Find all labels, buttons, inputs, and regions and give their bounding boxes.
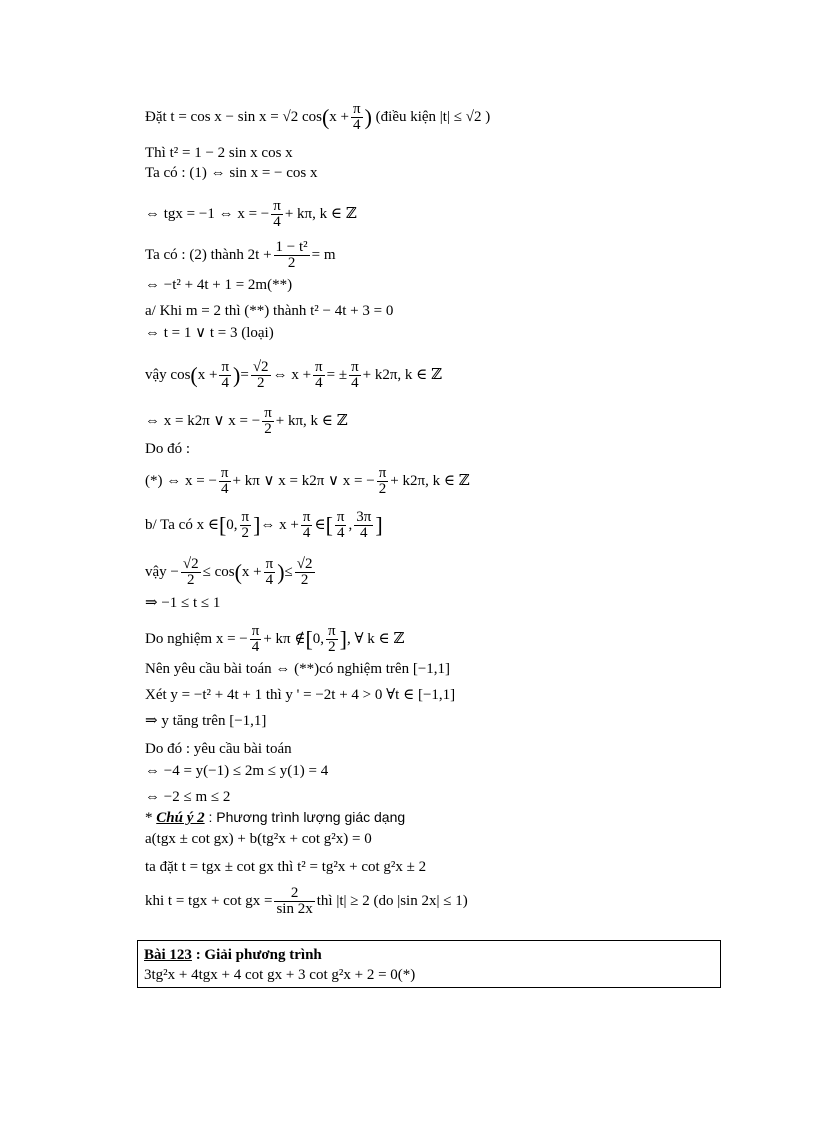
fraction: $\frac{\pi}{4}$: [353, 101, 361, 133]
line-roots: ⇔ t = 1 ∨ t = 3 (loại): [145, 325, 274, 341]
exercise-equation: 3tg²x + 4tgx + 4 cot gx + 3 cot g²x + 2 = 0(*): [144, 967, 416, 983]
exercise-title: Bài 123 : Giải phương trình: [144, 947, 322, 963]
line-quadratic: ⇔ −t² + 4t + 1 = 2m(**): [145, 277, 293, 293]
line-note-eq: a(tgx ± cot gx) + b(tg²x + cot g²x) = 0: [145, 831, 372, 847]
line-m-range: ⇔ −4 = y(−1) ≤ 2m ≤ y(1) = 4: [145, 763, 329, 779]
line-tgx: ⇔ tgx = −1 ⇔ x = − $\frac{\pi}{4}$ + kπ, k ∈ ℤ: [145, 198, 357, 230]
line-substitution: Đặt t = cos x − sin x = √2 cos(x + $\frac{\pi}{4}$ ) (điều kiện |t| ≤ √2 ): [145, 101, 491, 133]
line-note-heading: * Chú ý 2 : Phương trình lượng giác dạng: [145, 809, 406, 826]
text: Đặt t = cos x − sin x =: [145, 108, 283, 125]
line-eq2: Ta có : (2) thành 2t + $\frac{\text{1 − t²}}{2}$ = m: [145, 239, 336, 271]
line-part-a: a/ Khi m = 2 thì (**) thành t² − 4t + 3 = 0: [145, 303, 394, 319]
fraction: $\frac{\text{1 − t²}}{2}$: [275, 239, 308, 271]
line-cos-eq: vậy cos(x + $\frac{\pi}{4}$ )= $\frac{√2}{2}$ ⇔ x + $\frac{\pi}{4}$ = ± $\frac{\pi}{4}$ + k2π, k ∈ ℤ: [145, 359, 442, 391]
line-part-b: b/ Ta có x ∈[0, $\frac{\pi}{2}$ ]⇔ x + $\frac{\pi}{4}$ ∈[ $\frac{\pi}{4}$ , $\frac{3\pi}{4}$ ]: [145, 509, 383, 541]
text: x +: [329, 108, 349, 125]
line-m-result: ⇔ −2 ≤ m ≤ 2: [145, 789, 231, 805]
line-requirement: Nên yêu cầu bài toán ⇔ (**)có nghiệm trên [−1,1]: [145, 661, 451, 677]
fraction: $\frac{\pi}{4}$: [273, 198, 281, 230]
line-do-do-2: Do đó : yêu cầu bài toán: [145, 741, 292, 757]
line-star-solution: (*) ⇔ x = − $\frac{\pi}{4}$ + kπ ∨ x = k2π ∨ x = − $\frac{\pi}{2}$ + k2π, k ∈ ℤ: [145, 465, 470, 497]
text: √2 cos: [282, 108, 322, 125]
line-derivative: Xét y = −t² + 4t + 1 thì y ' = −2t + 4 > 0 ∀t ∈ [−1,1]: [145, 687, 456, 703]
line-do-do: Do đó :: [145, 441, 190, 457]
text: (điều kiện |t| ≤ √2 ): [371, 108, 491, 125]
line-increasing: ⇒ y tăng trên [−1,1]: [145, 713, 267, 729]
line-note-bound: khi t = tgx + cot gx = $\frac{2}{\sin 2x}$ thì |t| ≥ 2 (do |sin 2x| ≤ 1): [145, 885, 468, 917]
line-cos-bound: vậy − $\frac{√2}{2}$ ≤ cos(x + $\frac{\pi}{4}$ )≤ $\frac{√2}{2}$: [145, 556, 313, 588]
line-note-sub: ta đặt t = tgx ± cot gx thì t² = tg²x + cot g²x ± 2: [145, 859, 427, 875]
line-t-squared: Thì t² = 1 − 2 sin x cos x: [145, 145, 293, 161]
line-eq1: Ta có : (1) ⇔ sin x = − cos x: [145, 165, 318, 181]
exercise-box: [137, 940, 721, 988]
line-solution-x: ⇔ x = k2π ∨ x = − $\frac{\pi}{2}$ + kπ, k ∈ ℤ: [145, 405, 348, 437]
line-t-bound: ⇒ −1 ≤ t ≤ 1: [145, 595, 221, 611]
line-do-nghiem: Do nghiệm x = − $\frac{\pi}{4}$ + kπ ∉[0, $\frac{\pi}{2}$ ], ∀ k ∈ ℤ: [145, 623, 405, 655]
